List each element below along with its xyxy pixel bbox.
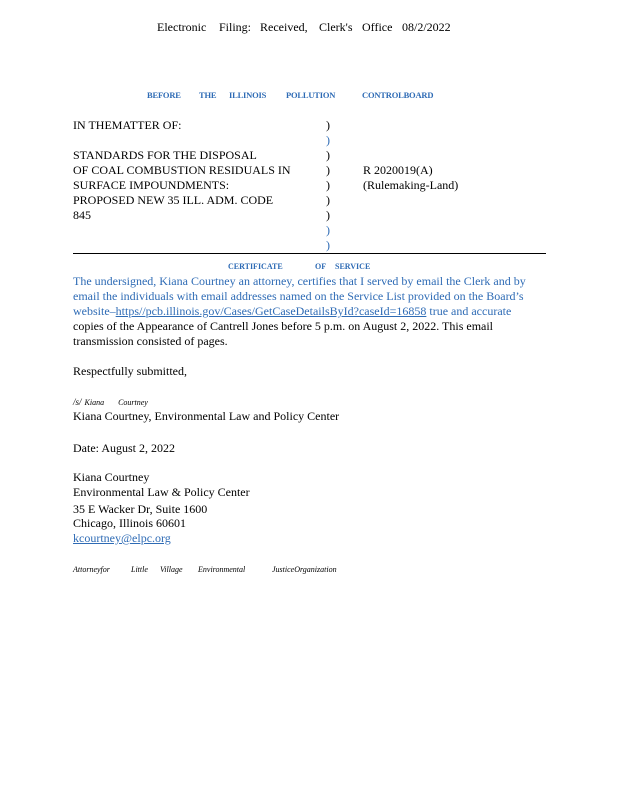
caption-rule — [73, 253, 546, 254]
footer-word: Environmental — [198, 565, 246, 574]
signature-last: Courtney — [118, 398, 148, 407]
caption-paren: ) — [326, 193, 330, 207]
caption-paren: ) — [326, 208, 330, 222]
body-line: transmission consisted of pages. — [73, 334, 228, 348]
caption-paren: ) — [326, 238, 330, 252]
case-link[interactable]: https//pcb.illinois.gov/Cases/GetCaseDetailsById?caseId=16858 — [115, 304, 427, 318]
caption-paren: ) — [326, 163, 330, 177]
stamp-word: Received, — [260, 20, 308, 34]
stamp-word: 08/2/2022 — [402, 20, 451, 34]
court-word: BEFORE — [147, 90, 181, 100]
docket-type: (Rulemaking-Land) — [363, 178, 459, 192]
caption-line: STANDARDS FOR THE DISPOSAL — [73, 148, 257, 162]
caption-paren: ) — [326, 118, 330, 132]
closing: Respectfully submitted, — [73, 364, 187, 378]
caption-line: OF COAL COMBUSTION RESIDUALS IN — [73, 163, 291, 177]
caption-in-the-matter: IN THEMATTER OF: — [73, 118, 182, 132]
body-line — [73, 304, 511, 319]
caption-paren: ) — [326, 133, 330, 147]
body-text: website– — [73, 304, 116, 318]
court-word: THE — [199, 90, 217, 100]
footer-word: JusticeOrganization — [272, 565, 337, 574]
stamp-word: Office — [362, 20, 393, 34]
cert-word: SERVICE — [335, 262, 371, 271]
caption-paren: ) — [326, 178, 330, 192]
stamp-word: Electronic — [157, 20, 207, 34]
signature — [73, 397, 148, 407]
contact-city: Chicago, Illinois 60601 — [73, 516, 186, 530]
footer-word: Village — [160, 565, 183, 574]
stamp-word: Clerk's — [319, 20, 353, 34]
caption-line: SURFACE IMPOUNDMENTS: — [73, 178, 230, 192]
contact-name: Kiana Courtney — [73, 470, 150, 484]
body-line: The undersigned, Kiana Courtney an attorney, certifies that I served by email the Clerk and by — [73, 274, 526, 288]
body-line: copies of the Appearance of Cantrell Jones before 5 p.m. on August 2, 2022. This email — [73, 319, 494, 333]
caption-paren: ) — [326, 223, 330, 237]
caption-paren: ) — [326, 148, 330, 162]
stamp-word: Filing: — [219, 20, 252, 34]
caption-line: PROPOSED NEW 35 ILL. ADM. CODE — [73, 193, 274, 207]
signer-line: Kiana Courtney, Environmental Law and Policy Center — [73, 409, 340, 423]
court-word: ILLINOIS — [229, 90, 267, 100]
docket-number: R 2020019(A) — [363, 163, 433, 177]
contact-org: Environmental Law & Policy Center — [73, 485, 250, 499]
court-word: CONTROLBOARD — [362, 90, 434, 100]
date-line: Date: August 2, 2022 — [73, 441, 175, 455]
body-text: true and accurate — [426, 304, 512, 318]
email-link[interactable]: kcourtney@elpc.org — [73, 531, 171, 545]
cert-word: OF — [315, 262, 327, 271]
signature-first: Kiana — [84, 398, 105, 407]
footer-word: Attorneyfor — [73, 565, 110, 574]
footer-word: Little — [131, 565, 148, 574]
contact-address: 35 E Wacker Dr, Suite 1600 — [73, 502, 208, 516]
cert-word: CERTIFICATE — [228, 262, 283, 271]
court-word: POLLUTION — [286, 90, 336, 100]
signature-mark: /s/ — [73, 397, 82, 407]
contact-email — [73, 531, 171, 546]
body-line: email the individuals with email addresses named on the Service List provided on the Board’s — [73, 289, 524, 303]
caption-line: 845 — [73, 208, 91, 222]
